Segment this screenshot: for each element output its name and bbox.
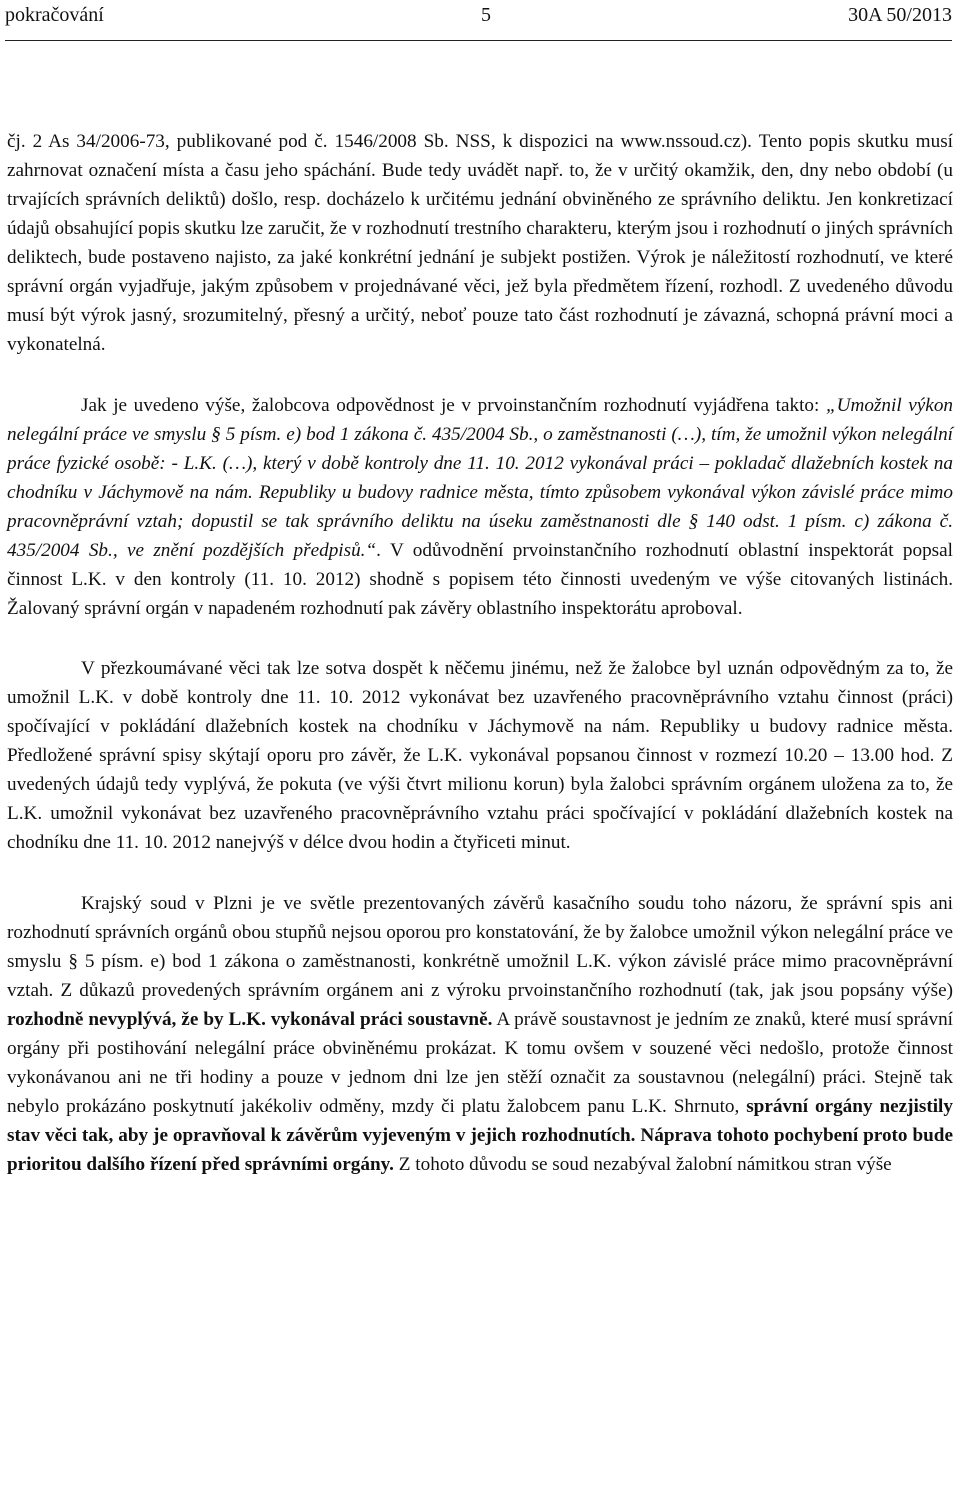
page-header: [5, 0, 952, 41]
paragraph-2-intro: Jak je uvedeno výše, žalobcova odpovědnost je v prvoinstančním rozhodnutí vyjádřena takto:: [81, 395, 826, 416]
paragraph-4-end: Z tohoto důvodu se soud nezabýval žalobní námitkou stran výše: [393, 1154, 892, 1175]
paragraph-4-middle: A právě soustavnost je jedním ze znaků, které musí správní orgány při postihování nelegální práce obviněnému prokázat. K tomu ovšem v souzené věci nedošlo, protože činnost vykonávanou ani ne tři hodiny a pouze v jednom dni lze jen stěží označit za soustavnou (nelegální) práci. Stejně tak nebylo prokázáno poskytnutí jakékoliv odměny, mzdy či platu žalobcem panu L.K. Shrnuto,: [7, 1009, 953, 1117]
paragraph-2-quotation: „Umožnil výkon nelegální práce ve smyslu § 5 písm. e) bod 1 zákona č. 435/2004 Sb., o zaměstnanosti (…), tím, že umožnil výkon nelegální práce fyzické osobě: - L.K. (…), který v době kontroly dne 11. 10. 2012 vykonával práci – pokladač dlažebních kostek na chodníku v Jáchymově na nám. Republiky u budovy radnice města, tímto způsobem vykonával výkon závislé práce mimo pracovněprávní vztah; dopustil se tak správního deliktu na úseku zaměstnanosti dle § 140 odst. 1 písm. c) zákona č. 435/2004 Sb., ve znění pozdějších předpisů.“: [7, 395, 954, 561]
paragraph-4-emphasis-1: rozhodně nevyplývá, že by L.K. vykonával práci soustavně.: [7, 1009, 493, 1030]
paragraph-4-intro: Krajský soud v Plzni je ve světle prezentovaných závěrů kasačního soudu toho názoru, že správní spis ani rozhodnutí správních orgánů obou stupňů nejsou oporou pro konstatování, že by žalobce umožnil výkon nelegální práce ve smyslu § 5 písm. e) bod 1 zákona o zaměstnanosti, konkrétně umožnil L.K. výkon závislé práce mimo pracovněprávní vztah. Z důkazů provedených správním orgánem ani z výroku prvoinstančního rozhodnutí (tak, jak jsou popsány výše): [7, 893, 953, 1001]
document-body: [7, 127, 953, 1179]
continuation-label: pokračování: [5, 4, 104, 26]
case-number: 30A 50/2013: [848, 4, 952, 26]
paragraph-1: čj. 2 As 34/2006-73, publikované pod č. 1546/2008 Sb. NSS, k dispozici na www.nssoud.cz). Tento popis skutku musí zahrnovat označení místa a času jeho spáchání. Bude tedy uvádět např. to, že v určitý okamžik, den, dny nebo období (u trvajících správních deliktů) došlo, resp. docházelo k určitému jednání obviněného ze správního deliktu. Jen konkretizací údajů obsahující popis skutku lze zaručit, že v rozhodnutí trestního charakteru, kterým jsou i rozhodnutí o jiných správních deliktech, bude postaveno najisto, za jaké konkrétní jednání je subjekt postižen. Výrok je náležitostí rozhodnutí, ve které správní orgán vyjadřuje, jakým způsobem v projednávané věci, jež byla předmětem řízení, rozhodl. Z uvedeného důvodu musí být výrok jasný, srozumitelný, přesný a určitý, neboť pouze tato část rozhodnutí je závazná, schopná právní moci a vykonatelná.: [7, 131, 953, 355]
paragraph-3: V přezkoumávané věci tak lze sotva dospět k něčemu jinému, než že žalobce byl uznán odpovědným za to, že umožnil L.K. v době kontroly dne 11. 10. 2012 vykonávat bez uzavřeného pracovněprávního vztahu činnost (práci) spočívající v pokládání dlažebních kostek na chodníku v Jáchymově na nám. Republiky u budovy radnice města. Předložené správní spisy skýtají oporu pro závěr, že L.K. vykonával popsanou činnost v rozmezí 10.20 – 13.00 hod. Z uvedených údajů tedy vyplývá, že pokuta (ve výši čtvrt milionu korun) byla žalobci správním orgánem uložena za to, že L.K. umožnil vykonávat bez uzavřeného pracovněprávního vztahu práci spočívající v pokládání dlažebních kostek na chodníku dne 11. 10. 2012 nanejvýš v délce dvou hodin a čtyřiceti minut.: [7, 658, 953, 853]
paragraph-4: [7, 889, 953, 1179]
paragraph-2: [7, 391, 953, 623]
page-number: 5: [481, 4, 491, 26]
paragraph-2-rest: . V odůvodnění prvoinstančního rozhodnutí oblastní inspektorát popsal činnost L.K. v den kontroly (11. 10. 2012) shodně s popisem této činnosti uvedeným ve výše citovaných listinách. Žalovaný správní orgán v napadeném rozhodnutí pak závěry oblastního inspektorátu aproboval.: [7, 540, 953, 619]
paragraph-4-emphasis-2: správní orgány nezjistily stav věci tak, aby je opravňoval k závěrům vyjeveným v jejich rozhodnutích. Náprava tohoto pochybení proto bude prioritou dalšího řízení před správními orgány.: [7, 1096, 953, 1175]
